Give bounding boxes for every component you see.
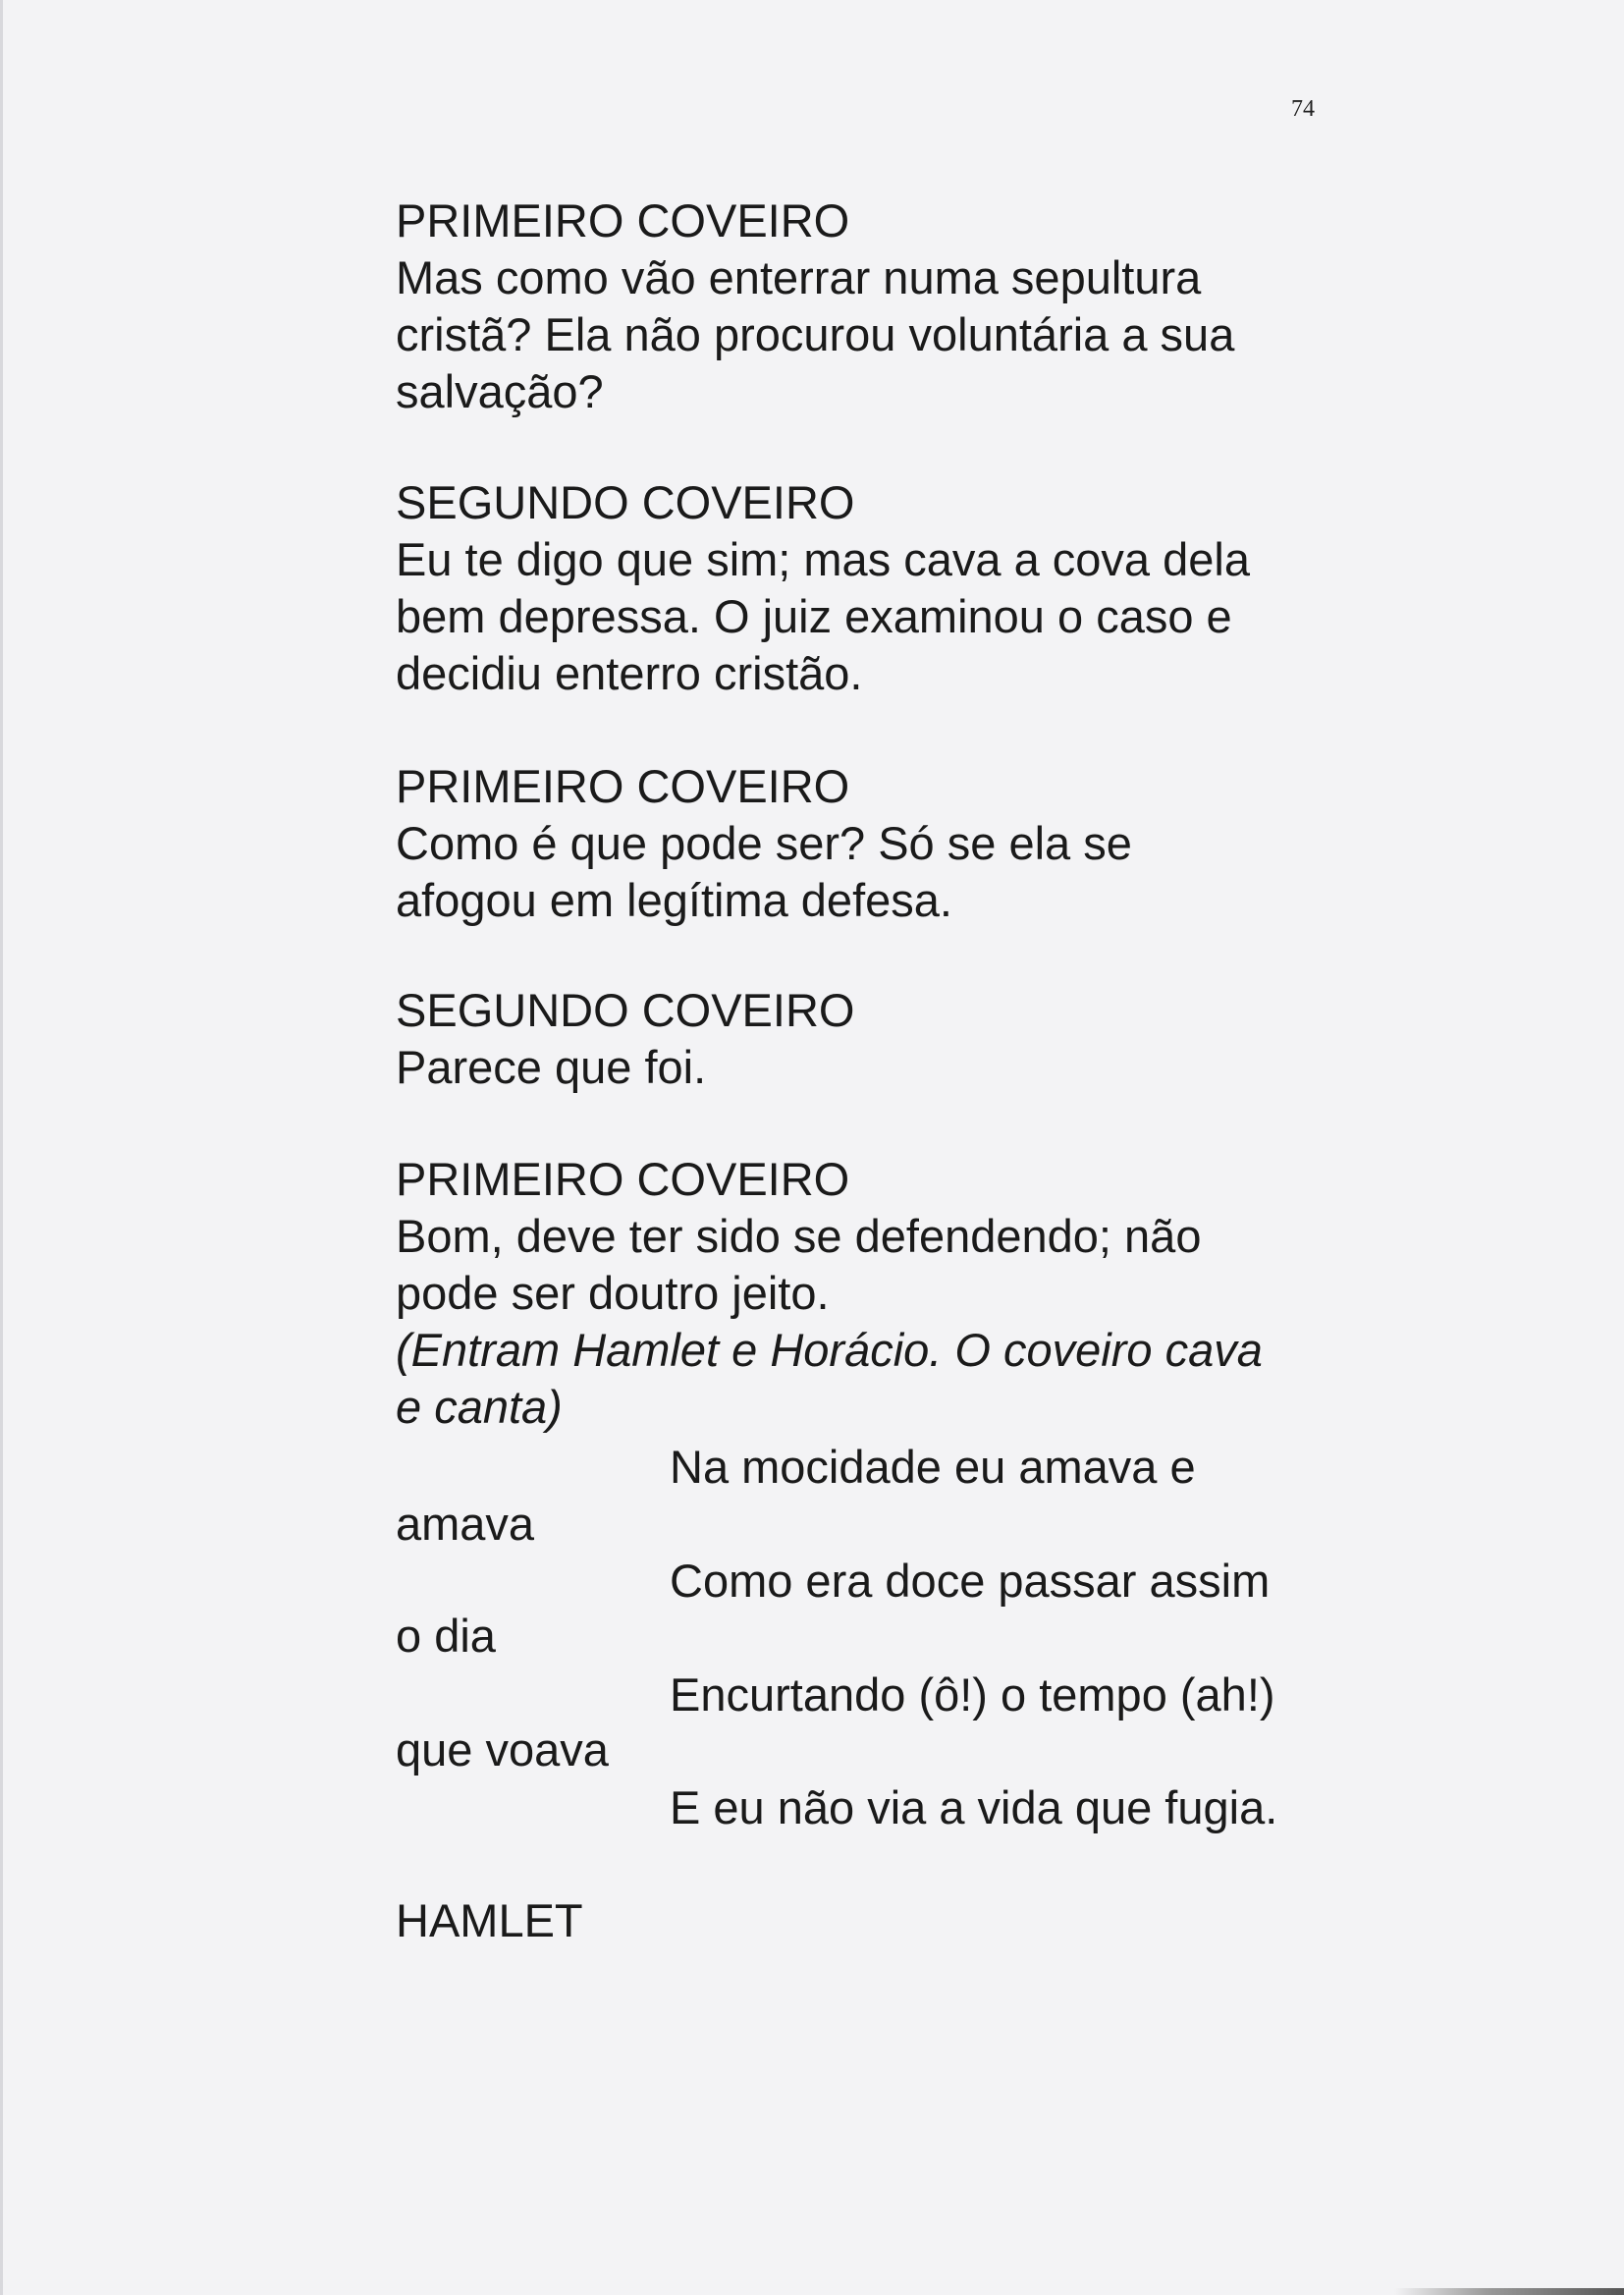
- dialogue-line: Como é que pode ser? Só se ela se: [396, 817, 1132, 869]
- scan-bottom-edge: [1394, 2288, 1624, 2295]
- dialogue-line: Mas como vão enterrar numa sepultura: [396, 251, 1202, 303]
- dialogue-line: decidiu enterro cristão.: [396, 647, 863, 699]
- stage-direction: e canta): [396, 1381, 563, 1433]
- dialogue-line: bem depressa. O juiz examinou o caso e: [396, 590, 1232, 642]
- dialogue-line: Eu te digo que sim; mas cava a cova dela: [396, 533, 1250, 585]
- scan-left-edge: [0, 0, 3, 2295]
- song-line: Na mocidade eu amava e: [670, 1441, 1196, 1493]
- dialogue-line: afogou em legítima defesa.: [396, 874, 952, 926]
- speaker-name: HAMLET: [396, 1894, 583, 1946]
- dialogue-block-3: [396, 758, 1132, 929]
- song-line-wrap: o dia: [396, 1610, 496, 1662]
- speaker-name: SEGUNDO COVEIRO: [396, 984, 855, 1036]
- dialogue-line: Bom, deve ter sido se defendendo; não: [396, 1210, 1202, 1262]
- song-line: Como era doce passar assim: [670, 1555, 1271, 1607]
- dialogue-line: pode ser doutro jeito.: [396, 1267, 830, 1319]
- dialogue-block-1: [396, 192, 1234, 420]
- speaker-name: SEGUNDO COVEIRO: [396, 476, 855, 528]
- stage-direction: (Entram Hamlet e Horácio. O coveiro cava: [396, 1324, 1263, 1376]
- speaker-name: PRIMEIRO COVEIRO: [396, 760, 850, 812]
- dialogue-block-5: [396, 1151, 1263, 1436]
- speaker-name: PRIMEIRO COVEIRO: [396, 1153, 850, 1205]
- song-line-wrap: amava: [396, 1498, 535, 1550]
- dialogue-line: Parece que foi.: [396, 1041, 707, 1093]
- song-line: E eu não via a vida que fugia.: [670, 1781, 1278, 1833]
- dialogue-line: cristã? Ela não procurou voluntária a sua: [396, 308, 1235, 360]
- song-line-wrap: que voava: [396, 1723, 609, 1776]
- dialogue-block-2: [396, 474, 1250, 702]
- song-line: Encurtando (ô!) o tempo (ah!): [670, 1668, 1275, 1721]
- page-number: 74: [1291, 96, 1315, 122]
- speaker-name: PRIMEIRO COVEIRO: [396, 194, 850, 246]
- dialogue-block-4: [396, 982, 854, 1096]
- dialogue-line: salvação?: [396, 365, 604, 417]
